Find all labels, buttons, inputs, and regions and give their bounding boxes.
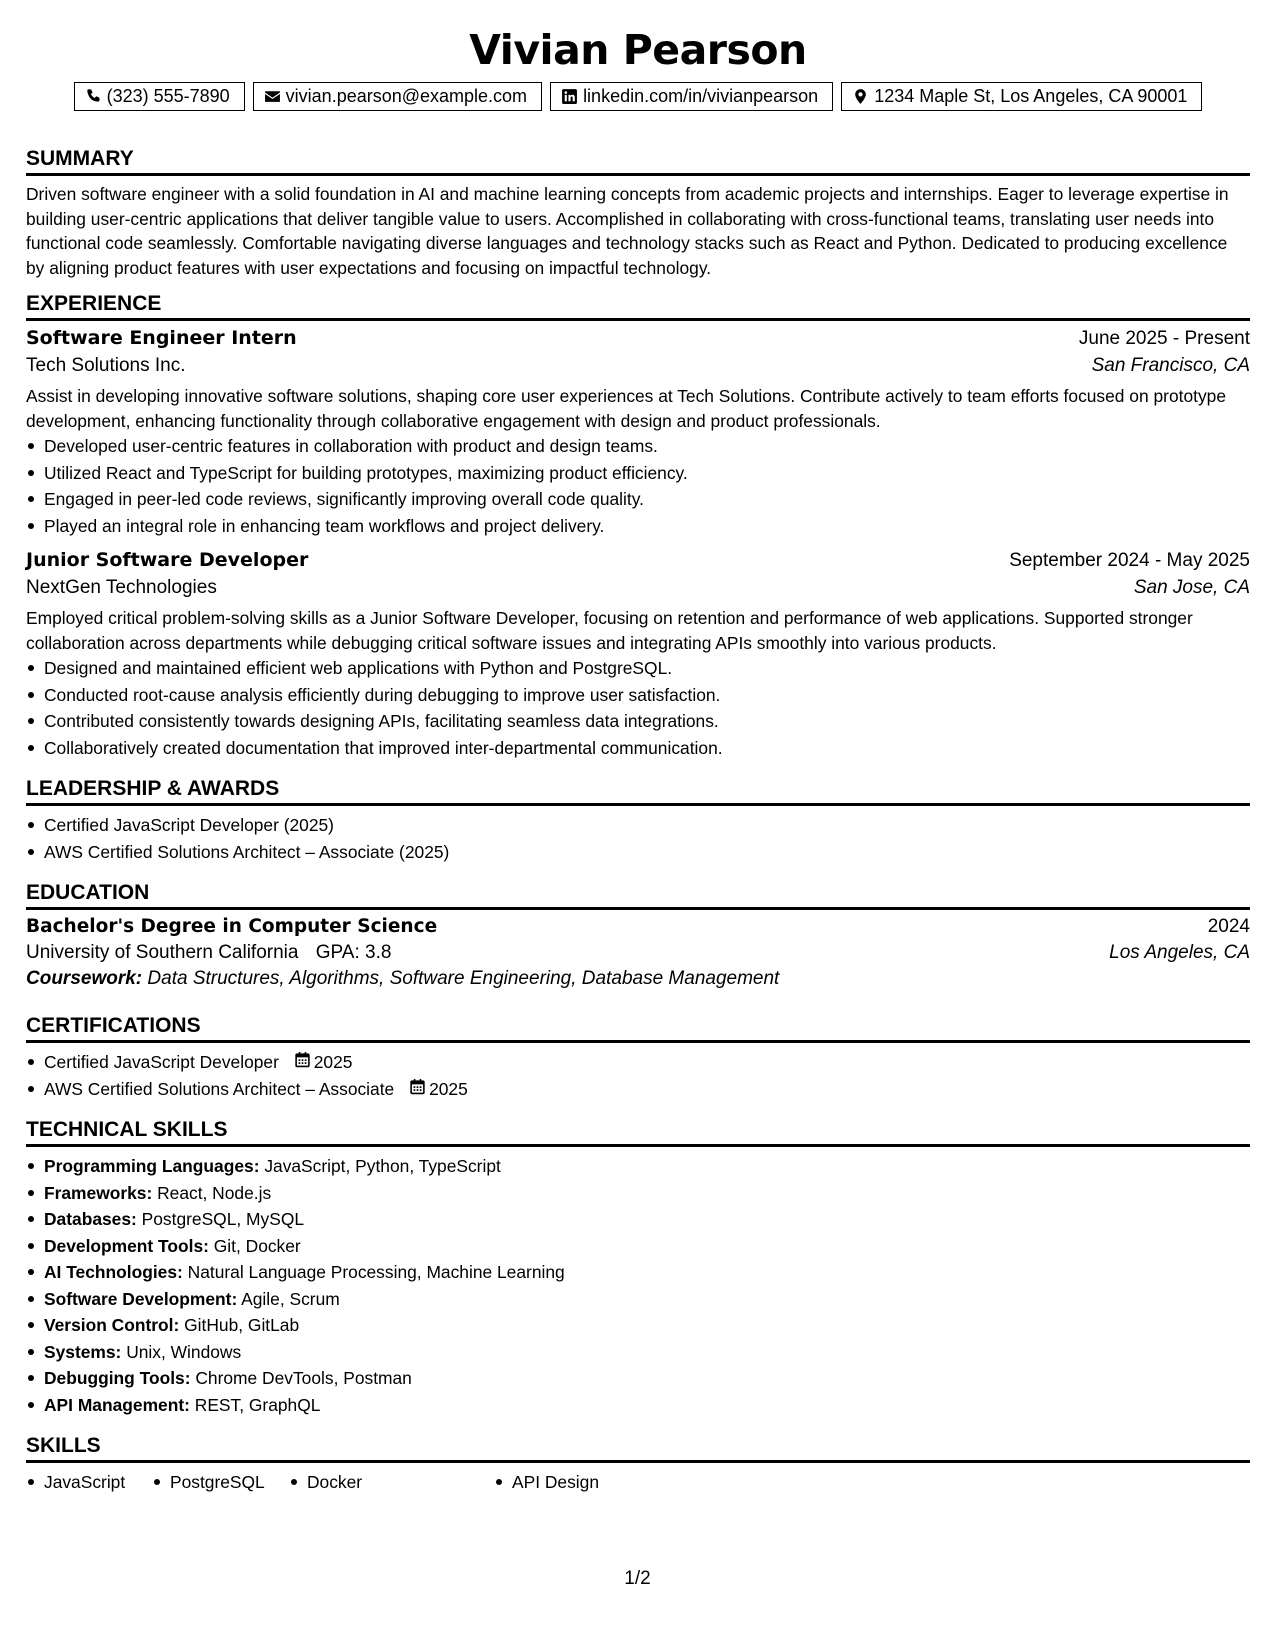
map-pin-icon	[852, 88, 869, 105]
job-title: Junior Software Developer	[26, 549, 309, 571]
list-item	[44, 1206, 1250, 1233]
list-item: Played an integral role in enhancing team workflows and project delivery.	[44, 513, 1250, 540]
school-location: Los Angeles, CA	[1109, 942, 1250, 963]
degree: Bachelor's Degree in Computer Science	[26, 916, 438, 937]
job-bullets	[26, 655, 1250, 761]
job-entry	[26, 549, 1250, 761]
skill-values: Agile, Scrum	[241, 1288, 340, 1309]
list-item: Utilized React and TypeScript for building prototypes, maximizing product efficiency.	[44, 460, 1250, 487]
list-item	[44, 1153, 1250, 1180]
list-item	[44, 1076, 1250, 1103]
list-item	[44, 1365, 1250, 1392]
skill-category: Frameworks:	[44, 1182, 153, 1203]
certification-name: Certified JavaScript Developer	[44, 1052, 279, 1072]
calendar-icon	[294, 1049, 311, 1076]
job-title: Software Engineer Intern	[26, 327, 297, 349]
skill-values: JavaScript, Python, TypeScript	[264, 1156, 501, 1176]
list-item	[44, 1392, 1250, 1419]
list-item: Engaged in peer-led code reviews, significantly improving overall code quality.	[44, 486, 1250, 513]
list-item	[44, 1049, 1250, 1076]
experience-section	[26, 290, 1250, 761]
certification-name: AWS Certified Solutions Architect – Associate	[44, 1078, 395, 1099]
coursework-label: Coursework:	[26, 968, 143, 989]
envelope-icon	[264, 88, 281, 105]
list-item: Certified JavaScript Developer (2025)	[44, 812, 1250, 839]
skill-values: React, Node.js	[157, 1182, 272, 1203]
list-item: Designed and maintained efficient web applications with Python and PostgreSQL.	[44, 655, 1250, 682]
skill-category: AI Technologies:	[44, 1262, 183, 1282]
skill-values: PostgreSQL, MySQL	[141, 1209, 305, 1229]
phone-icon	[85, 88, 102, 105]
section-title: EXPERIENCE	[26, 290, 1250, 321]
contact-address-text: 1234 Maple St, Los Angeles, CA 90001	[874, 86, 1188, 106]
list-item	[44, 1339, 1250, 1366]
job-company: NextGen Technologies	[26, 577, 217, 598]
section-title: SUMMARY	[26, 145, 1250, 176]
skill-values: Chrome DevTools, Postman	[195, 1368, 412, 1388]
skill-category: Development Tools:	[44, 1235, 209, 1256]
job-dates: September 2024 - May 2025	[1009, 550, 1250, 571]
leadership-section	[26, 775, 1250, 865]
section-title: TECHNICAL SKILLS	[26, 1116, 1250, 1147]
job-location: San Francisco, CA	[1091, 355, 1250, 376]
coursework	[26, 968, 1250, 990]
job-location: San Jose, CA	[1133, 577, 1250, 598]
list-item: Conducted root-cause analysis efficiently during debugging to improve user satisfaction.	[44, 682, 1250, 709]
calendar-icon	[409, 1076, 426, 1103]
skill-category: API Management:	[44, 1394, 190, 1415]
contact-linkedin-text: linkedin.com/in/vivianpearson	[583, 86, 819, 106]
skill-category: Programming Languages:	[44, 1156, 260, 1176]
job-bullets	[26, 433, 1250, 539]
contact-phone-text: (323) 555-7890	[106, 86, 230, 106]
skill-category: Software Development:	[44, 1288, 238, 1309]
contact-email[interactable]	[253, 82, 542, 111]
skills-section	[26, 1432, 1250, 1495]
skill-item: Docker	[289, 1469, 494, 1495]
linkedin-icon	[561, 88, 578, 105]
job-description: Assist in developing innovative software solutions, shaping core user experiences at Tech Solutions. Contribute actively to team efforts focused on prototype development, enhancing functionality through collaborative engagement with design and product professionals.	[26, 386, 1226, 431]
list-item	[44, 1259, 1250, 1286]
gpa: GPA: 3.8	[315, 942, 392, 963]
leadership-list	[26, 812, 1250, 865]
job-dates: June 2025 - Present	[1078, 328, 1250, 349]
certifications-list	[26, 1049, 1250, 1102]
list-item	[44, 1312, 1250, 1339]
summary-section	[26, 145, 1250, 280]
coursework-list: Data Structures, Algorithms, Software Engineering, Database Management	[147, 968, 780, 989]
list-item	[44, 1180, 1250, 1207]
skill-item: PostgreSQL	[152, 1469, 289, 1495]
skill-category: Systems:	[44, 1341, 122, 1362]
contact-linkedin[interactable]	[550, 82, 833, 111]
list-item	[44, 1286, 1250, 1313]
contact-address[interactable]	[841, 82, 1202, 111]
page-number: 1/2	[624, 1568, 651, 1589]
list-item: Developed user-centric features in collaboration with product and design teams.	[44, 433, 1250, 460]
education-section	[26, 879, 1250, 990]
technical-skills-section	[26, 1116, 1250, 1418]
list-item	[44, 1233, 1250, 1260]
skill-values: GitHub, GitLab	[184, 1315, 300, 1335]
list-item: Collaboratively created documentation that improved inter-departmental communication.	[44, 735, 1250, 762]
job-description: Employed critical problem-solving skills as a Junior Software Developer, focusing on retention and performance of web applications. Supported stronger collaboration across departments while debugging critical software issues and integrating APIs smoothly into various products.	[26, 608, 1193, 653]
school-name: University of Southern California	[26, 942, 299, 963]
technical-skills-list	[26, 1153, 1250, 1418]
certification-year: 2025	[429, 1078, 468, 1099]
summary-text: Driven software engineer with a solid foundation in AI and machine learning concepts from academic projects and internships. Eager to leverage expertise in building user-centric applications that deliver tangible value to users. Accomplished in collaborating with cross-functional teams, translating user needs into functional code seamlessly. Comfortable navigating diverse languages and technology stacks such as React and Python. Dedicated to producing excellence by aligning product features with user expectations and focusing on impactful technology.	[26, 184, 1229, 278]
job-company: Tech Solutions Inc.	[26, 355, 186, 376]
skills-list	[26, 1469, 1250, 1495]
certifications-section	[26, 1012, 1250, 1102]
job-entry	[26, 327, 1250, 539]
skill-category: Databases:	[44, 1209, 137, 1229]
list-item: Contributed consistently towards designing APIs, facilitating seamless data integrations.	[44, 708, 1250, 735]
skill-category: Debugging Tools:	[44, 1368, 191, 1388]
skill-category: Version Control:	[44, 1315, 180, 1335]
graduation-year: 2024	[1207, 916, 1250, 937]
section-title: EDUCATION	[26, 879, 1250, 910]
certification-year: 2025	[313, 1052, 353, 1072]
section-title: LEADERSHIP & AWARDS	[26, 775, 1250, 806]
skill-values: Natural Language Processing, Machine Learning	[187, 1262, 565, 1282]
skill-values: REST, GraphQL	[194, 1394, 321, 1415]
contact-bar	[26, 82, 1250, 111]
skill-item: API Design	[494, 1469, 599, 1495]
skill-item: JavaScript	[26, 1469, 152, 1495]
list-item: AWS Certified Solutions Architect – Associate (2025)	[44, 839, 1250, 866]
skill-values: Unix, Windows	[126, 1341, 242, 1362]
skill-values: Git, Docker	[213, 1235, 301, 1256]
candidate-name: Vivian Pearson	[469, 26, 807, 74]
section-title: SKILLS	[26, 1432, 1250, 1463]
section-title: CERTIFICATIONS	[26, 1012, 1250, 1043]
contact-phone[interactable]	[74, 82, 245, 111]
resume-page	[26, 0, 1250, 1495]
contact-email-text: vivian.pearson@example.com	[285, 86, 528, 106]
